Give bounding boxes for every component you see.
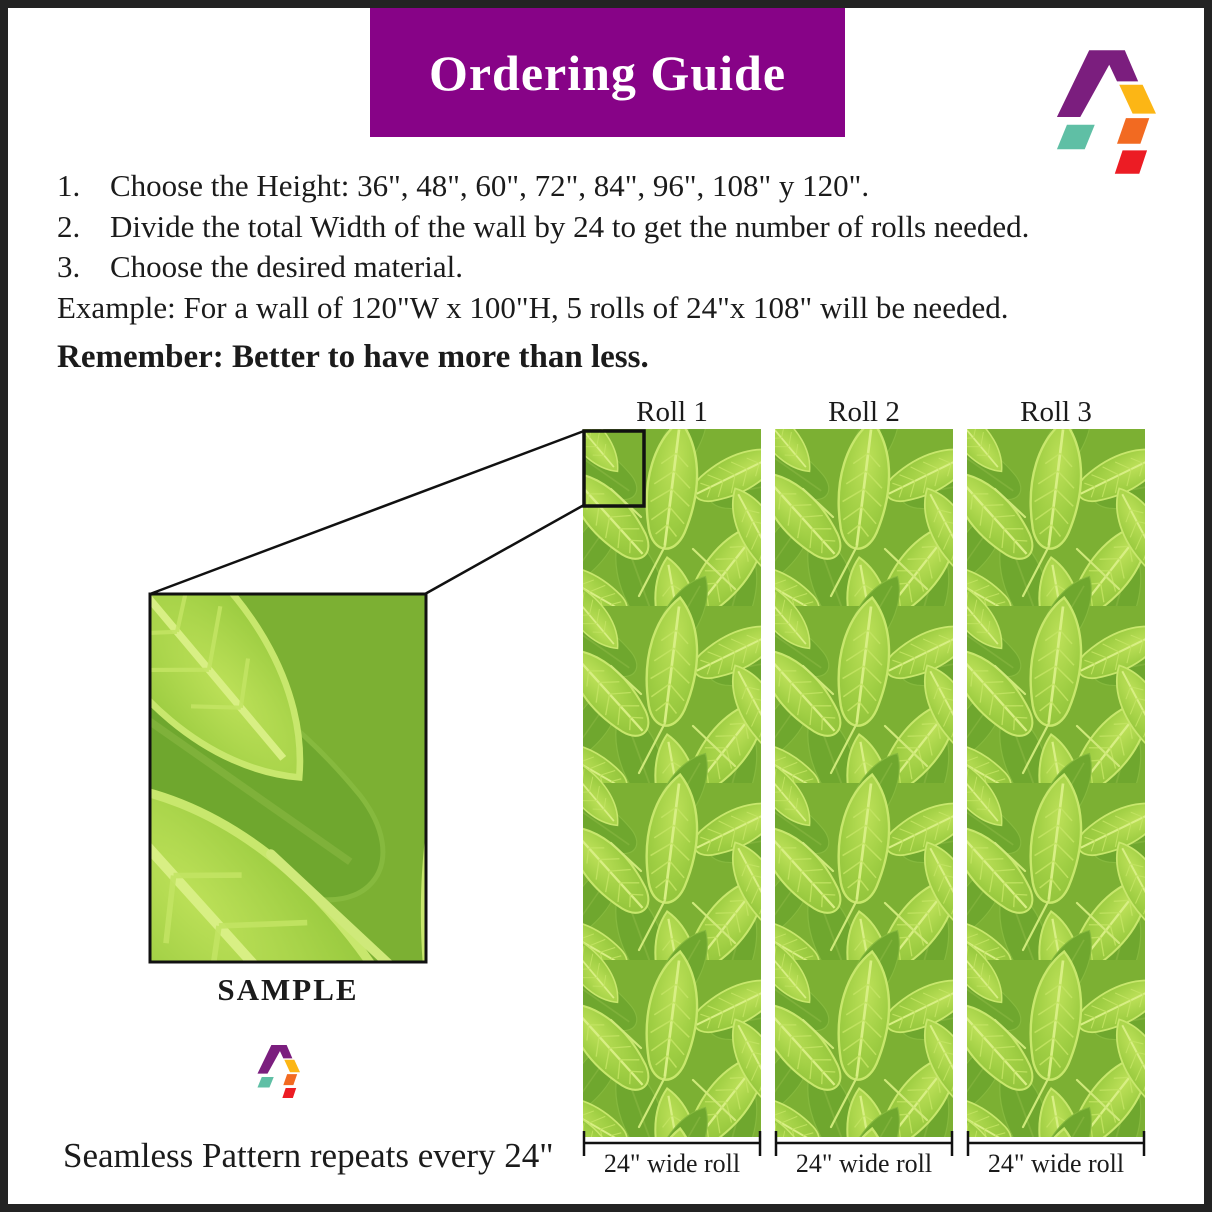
instruction-step-2: [57, 207, 1169, 248]
step-text: Choose the desired material.: [110, 249, 463, 284]
roll-2-image: [731, 390, 1005, 1212]
instruction-step-1: [57, 166, 1169, 207]
roll-1-label: Roll 1: [636, 396, 708, 428]
zoom-callout-lines: [150, 431, 584, 594]
roll-1-width-label: 24" wide roll: [603, 1149, 741, 1178]
roll-3-image: [923, 390, 1197, 1212]
roll-1-image: [539, 390, 813, 1212]
step-text: Choose the Height: 36", 48", 60", 72", 84", 96", 108" y 120".: [110, 168, 870, 203]
sample-label: SAMPLE: [217, 972, 359, 1007]
step-number: 3.: [57, 249, 81, 284]
step-text: Divide the total Width of the wall by 24 to get the number of rolls needed.: [110, 208, 1030, 244]
brand-logo-small-icon: [254, 1044, 304, 1099]
example-text: Example: For a wall of 120"W x 100"H, 5 rolls of 24"x 108" will be needed.: [57, 289, 1009, 325]
reminder-text: Remember: Better to have more than less.: [57, 339, 649, 375]
instruction-step-3: [57, 247, 1169, 288]
brand-logo-icon: [1048, 48, 1166, 176]
seamless-note: Seamless Pattern repeats every 24": [63, 1136, 554, 1175]
roll-3-width-label: 24" wide roll: [987, 1149, 1125, 1178]
title-banner: [370, 8, 845, 137]
instructions-block: [57, 166, 1169, 378]
roll-2-label: Roll 2: [828, 396, 900, 428]
step-number: 1.: [57, 168, 81, 203]
roll-2-width-label: 24" wide roll: [795, 1149, 933, 1178]
roll-3-label: Roll 3: [1020, 396, 1092, 428]
step-number: 2.: [57, 208, 81, 244]
page-title: Ordering Guide: [428, 44, 787, 101]
